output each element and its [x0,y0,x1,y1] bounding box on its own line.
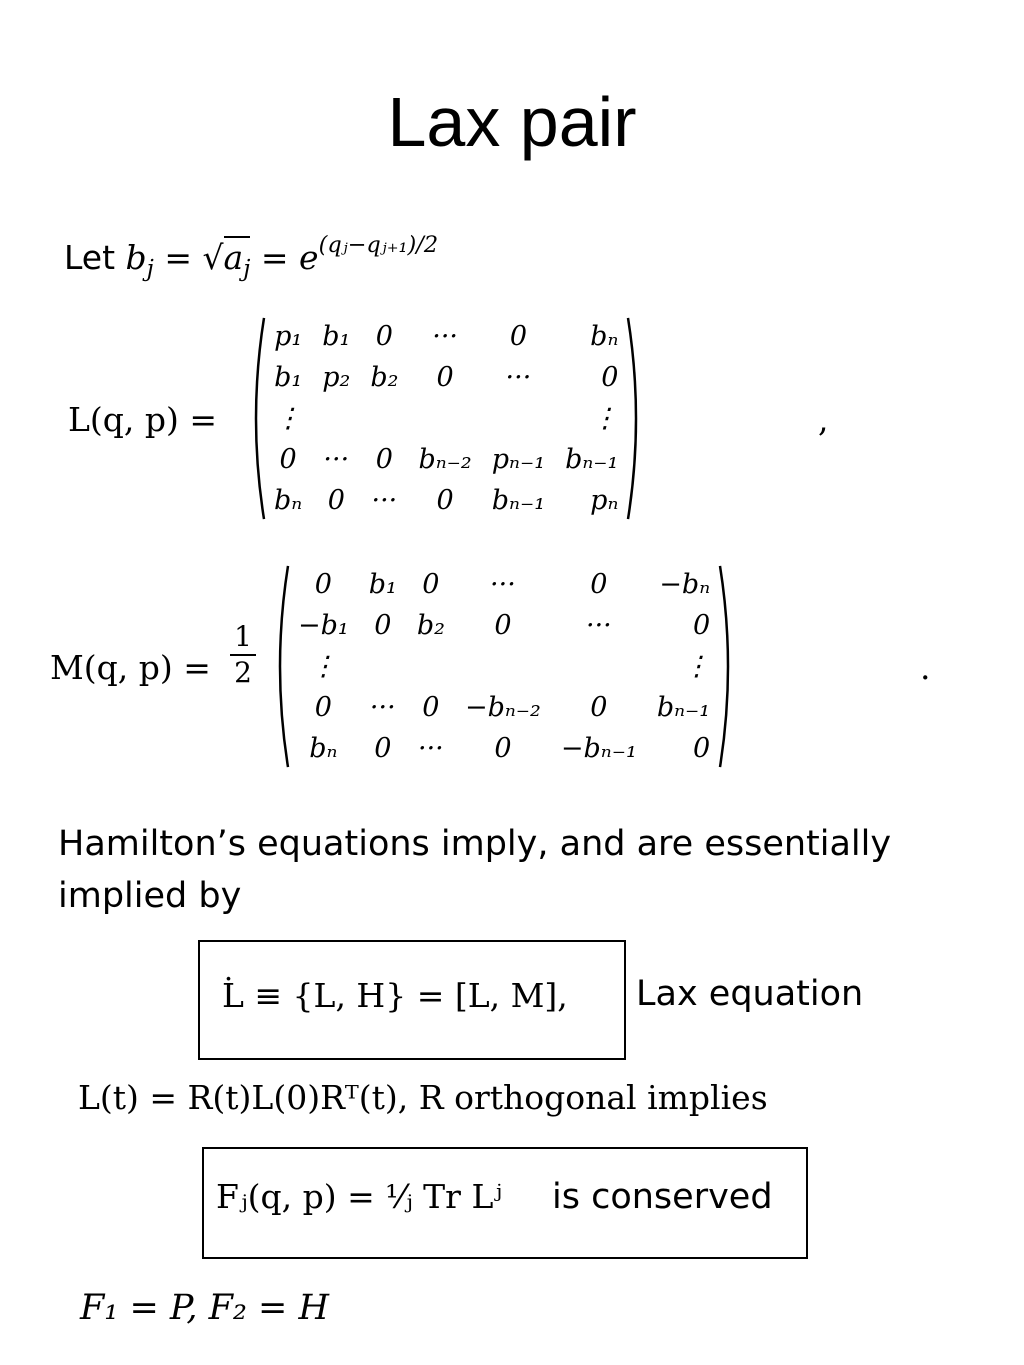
exp-base: e [299,237,319,277]
matrix-cell: −bₙ₋₁ [560,733,637,764]
matrix-cell: 0 [375,444,393,475]
M-matrix [270,564,738,769]
matrix-cell: b₁ [274,362,303,393]
matrix-cell: 0 [494,733,512,764]
orthogonal-line: L(t) = R(t)L(0)Rᵀ(t), R orthogonal implies [78,1078,768,1117]
matrix-cell: 0 [422,569,440,600]
matrix-cell: ··· [585,610,612,641]
matrix-cell: −bₙ [659,569,711,600]
matrix-cell: 0 [314,569,332,600]
matrix-cell: 0 [374,610,392,641]
equals-sign: = [260,237,289,277]
matrix-cell: 0 [590,692,608,723]
matrix-cell: 0 [509,321,528,352]
matrix-cell [482,398,555,439]
b-symbol: b [125,237,147,277]
matrix-row [288,564,720,605]
L-matrix-body [264,316,628,521]
matrix-cell: 0 [375,321,393,352]
lax-equation-label: Lax equation [636,974,864,1014]
conserved-box [202,1147,808,1259]
conserved-formula: Fⱼ(q, p) = ¹⁄ⱼ Tr Lʲ [216,1177,503,1216]
matrix-cell: ⋮ [274,403,302,434]
matrix-cell: 0 [436,362,454,393]
matrix-cell [359,646,407,687]
matrix-cell: 0 [374,733,392,764]
matrix-cell: ⋮ [591,403,619,434]
M-matrix-body [288,564,720,769]
equals-sign: = [164,237,192,277]
matrix-cell [455,646,551,687]
matrix-cell: 0 [494,610,512,641]
let-definition [64,232,438,282]
j-subscript: j [146,255,154,282]
matrix-cell [312,398,360,439]
matrix-cell: bₙ [274,485,303,516]
matrix-cell: −bₙ₋₂ [464,692,541,723]
one-half-fraction: 1 2 [230,620,256,690]
matrix-cell [551,646,647,687]
matrix-cell: 0 [436,485,454,516]
matrix-cell: ··· [505,362,532,393]
exp-exponent: (qⱼ−qⱼ₊₁)/2 [318,232,439,258]
matrix-cell: b₂ [370,362,399,393]
matrix-cell: bₙ [590,321,619,352]
sqrt-sign: √ [202,237,224,277]
matrix-cell: ··· [418,733,444,764]
matrix-row [288,605,720,646]
lax-equation-box [198,940,626,1060]
M-matrix-period: . [920,648,931,687]
matrix-cell: 0 [692,610,711,641]
matrix-cell: bₙ₋₂ [418,444,472,475]
page-title: Lax pair [387,83,637,161]
matrix-cell: bₙ₋₁ [565,444,619,475]
matrix-cell: bₙ [309,733,338,764]
L-matrix-comma: , [818,400,829,439]
matrix-cell: ··· [490,569,516,600]
final-line: F₁ = P, F₂ = H [80,1288,330,1328]
matrix-cell: b₂ [416,610,445,641]
matrix-cell: −b₁ [298,610,349,641]
matrix-row [264,398,628,439]
left-paren [246,316,268,521]
sqrt-radicand: $a_j$ [223,237,251,282]
lax-equation-formula: L̇ ≡ {L, H} = [L, M], [222,976,568,1015]
matrix-row [288,646,720,687]
matrix-cell: 0 [590,569,608,600]
right-paren [624,316,646,521]
matrix-cell: pₙ [590,485,619,516]
left-paren [270,564,292,769]
matrix-cell: pₙ₋₁ [491,444,546,475]
right-paren [716,564,738,769]
matrix-cell: b₁ [322,321,351,352]
matrix-cell: ⋮ [683,651,711,682]
L-matrix-lhs: L(q, p) = [68,400,218,439]
M-matrix-lhs: M(q, p) = [50,648,211,687]
matrix-cell: ··· [432,321,458,352]
matrix-row [264,480,628,521]
matrix-row [288,728,720,769]
matrix-cell: 0 [327,485,345,516]
matrix-cell: 0 [601,362,619,393]
matrix-cell: ··· [369,692,396,723]
matrix-cell [408,398,481,439]
matrix-cell: 0 [422,692,440,723]
matrix-cell: 0 [692,733,711,764]
hamilton-text: Hamilton’s equations imply, and are essentially implied by [58,824,892,916]
matrix-cell: bₙ₋₁ [656,692,711,723]
let-word: Let [64,237,116,277]
matrix-row [264,439,628,480]
matrix-cell: 0 [314,692,332,723]
matrix-cell [407,646,455,687]
matrix-row [288,687,720,728]
matrix-cell: 0 [279,444,297,475]
matrix-cell [360,398,408,439]
matrix-cell: ··· [323,444,350,475]
matrix-cell: ··· [371,485,398,516]
matrix-row [264,316,628,357]
L-matrix [246,316,646,521]
matrix-row [264,357,628,398]
conserved-label: is conserved [552,1177,773,1217]
matrix-cell: b₁ [368,569,397,600]
matrix-cell: p₂ [322,362,351,393]
matrix-cell: p₁ [274,321,303,352]
matrix-cell: bₙ₋₁ [491,485,546,516]
matrix-cell: ⋮ [309,651,337,682]
